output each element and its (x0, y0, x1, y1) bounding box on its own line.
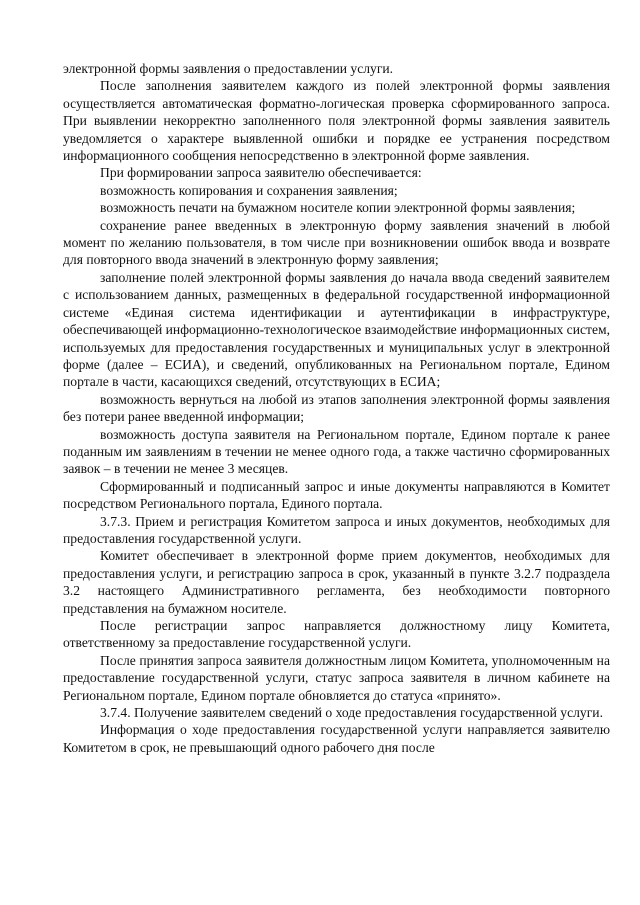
paragraph-1: электронной формы заявления о предоставлении услуги. (63, 61, 394, 76)
paragraph-2: После заполнения заявителем каждого из полей электронной формы заявления осуществляется автоматическая форматно-логическая проверка сформированного запроса. При выявлении некорректно заполненного поля электронной формы заявления заявитель уведомляется о характере выявленной ошибки и порядке ее устранения посредством информационного сообщения непосредственно в электронной форме заявления. (63, 78, 610, 164)
section-heading-3-7-3: 3.7.3. Прием и регистрация Комитетом запроса и иных документов, необходимых для предоставления государственной услуги. (63, 513, 610, 546)
paragraph-10: Сформированный и подписанный запрос и иные документы направляются в Комитет посредством Регионального портала, Единого портала. (63, 478, 610, 512)
paragraph-14: После принятия запроса заявителя должностным лицом Комитета, уполномоченным на предоставление государственной услуги, статус запроса заявителя в личном кабинете на Региональном портале, Едином портале обновляется до статуса «принято». (63, 652, 610, 703)
paragraph-5: возможность печати на бумажном носителе копии электронной формы заявления; (100, 200, 576, 216)
paragraph-12: Комитет обеспечивает в электронной форме прием документов, необходимых для предоставления услуги, и регистрацию запроса в срок, указанный в пункте 3.2.7 подраздела 3.2 настоящего Административного регламента, без необходимости повторного представления на бумажном носителе. (63, 548, 610, 616)
paragraph-7: заполнение полей электронной формы заявления до начала ввода сведений заявителем с использованием данных, размещенных в федеральной государственной информационной системе «Единая система идентификации и аутентификации в инфраструктуре, обеспечивающей информационно-технологическое взаимодействие информационных систем, используемых для предоставления государственных и муниципальных услуг в электронной форме (далее – ЕСИА), и сведений, опубликованных на Региональном портале, Едином портале в части, касающихся сведений, отсутствующих в ЕСИА; (63, 269, 610, 390)
section-heading-3-7-4: 3.7.4. Получение заявителем сведений о ходе предоставления государственной услуги. (100, 705, 603, 721)
paragraph-3: При формировании запроса заявителю обеспечивается: (100, 165, 422, 181)
paragraph-8: возможность вернуться на любой из этапов заполнения электронной формы заявления без потери ранее введенной информации; (63, 391, 610, 425)
paragraph-6: сохранение ранее введенных в электронную форму заявления значений в любой момент по желанию пользователя, в том числе при возникновении ошибок ввода и возврате для повторного ввода значений в электронную форму заявления; (63, 217, 610, 268)
paragraph-4: возможность копирования и сохранения заявления; (100, 182, 398, 198)
paragraph-13: После регистрации запрос направляется должностному лицу Комитета, ответственному за предоставление государственной услуги. (63, 618, 610, 651)
paragraph-16: Информация о ходе предоставления государственной услуги направляется заявителю Комитетом в срок, не превышающий одного рабочего дня после (63, 722, 610, 755)
paragraph-9: возможность доступа заявителя на Региональном портале, Едином портале к ранее поданным им заявлениям в течении не менее одного года, а также частично сформированных заявок – в течении не менее 3 месяцев. (63, 426, 610, 477)
